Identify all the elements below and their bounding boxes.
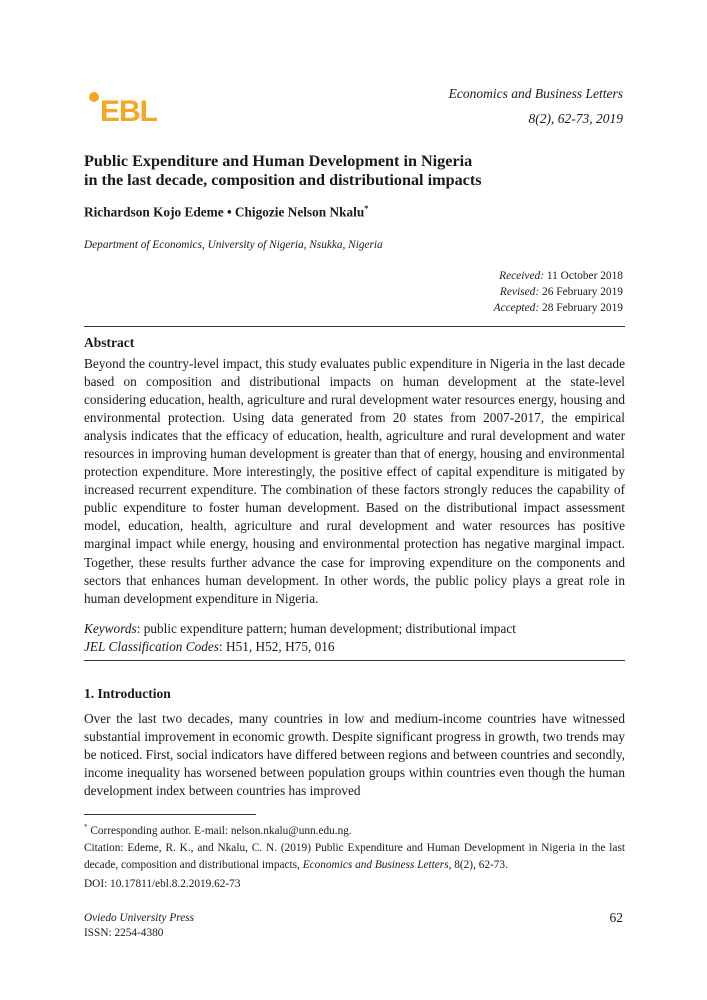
ebl-logo-mark xyxy=(86,88,172,126)
footer-publisher-block xyxy=(84,911,194,941)
submission-dates xyxy=(494,268,623,316)
citation-footnote: Citation: Edeme, R. K., and Nkalu, C. N. (2019) Public Expenditure and Human Development in Nigeria in the last decade, composition and distributional impacts, Economics and Business Letters, 8(2), 62-73. xyxy=(84,842,625,871)
revised-date: Revised: 26 February 2019 xyxy=(499,286,623,298)
introduction-heading: 1. Introduction xyxy=(84,686,171,701)
corresponding-mark: * xyxy=(364,203,369,213)
journal-logo xyxy=(86,88,172,126)
abstract-bottom-rule xyxy=(84,660,625,661)
logo-text: EBL xyxy=(100,95,157,126)
abstract-heading: Abstract xyxy=(84,335,135,350)
title-line-2: in the last decade, composition and distributional impacts xyxy=(84,171,482,189)
journal-name: Economics and Business Letters xyxy=(448,86,623,101)
keywords-line: Keywords: public expenditure pattern; human development; distributional impact xyxy=(84,621,516,636)
affiliation: Department of Economics, University of Nigeria, Nsukka, Nigeria xyxy=(84,239,383,251)
issn: ISSN: 2254-4380 xyxy=(84,927,164,939)
jel-codes-line: JEL Classification Codes: H51, H52, H75, 016 xyxy=(84,639,335,654)
abstract-top-rule xyxy=(84,326,625,327)
keywords-block xyxy=(84,620,516,656)
introduction-text: Over the last two decades, many countries in low and medium-income countries have witnessed substantial improvement in economic growth. Despite significant progress in growth, two trends may be noticed. First, social indicators have differed between regions and between countries and secondly, income inequality has worsened between population groups within countries even though the human development index between countries has improved xyxy=(84,711,625,799)
title-line-1: Public Expenditure and Human Development in Nigeria xyxy=(84,152,473,170)
abstract-text: Beyond the country-level impact, this study evaluates public expenditure in Nigeria in the last decade based on composition and distributional impacts on human development at the state-level considering education, health, agriculture and rural development water resources energy, housing and environmental protection. Using data generated from 20 states from 2007-2017, the empirical analysis indicates that the efficacy of education, health, agriculture and rural development and water resources in improving human development is greater than that of energy, housing and environmental protection expenditure. More interestingly, the positive effect of capital expenditure is mitigated by increased recurrent expenditure. The combination of these factors strongly reduces the capability of public expenditure to foster human development. Based on the distributional impact assessment model, education, health, agriculture and rural development and water resources has positive marginal impact while energy, housing and environmental protection has negative marginal impact. Together, these results further advance the case for improving expenditure on the components and sectors that enhances human development. In other words, the public policy plays a great role in human development expenditure in Nigeria. xyxy=(84,356,625,606)
page-number: 62 xyxy=(609,910,623,925)
paper-title xyxy=(84,152,624,190)
corresponding-footnote: * Corresponding author. E-mail: nelson.nkalu@unn.edu.ng. xyxy=(84,823,352,837)
received-date: Received: 11 October 2018 xyxy=(499,270,623,282)
author-names: Richardson Kojo Edeme • Chigozie Nelson Nkalu xyxy=(84,204,365,220)
footnote-rule xyxy=(84,814,256,815)
publisher: Oviedo University Press xyxy=(84,912,195,924)
author-list xyxy=(84,203,368,220)
doi: DOI: 10.17811/ebl.8.2.2019.62-73 xyxy=(84,878,241,890)
accepted-date: Accepted: 28 February 2019 xyxy=(493,302,623,314)
journal-volume: 8(2), 62-73, 2019 xyxy=(528,111,623,126)
